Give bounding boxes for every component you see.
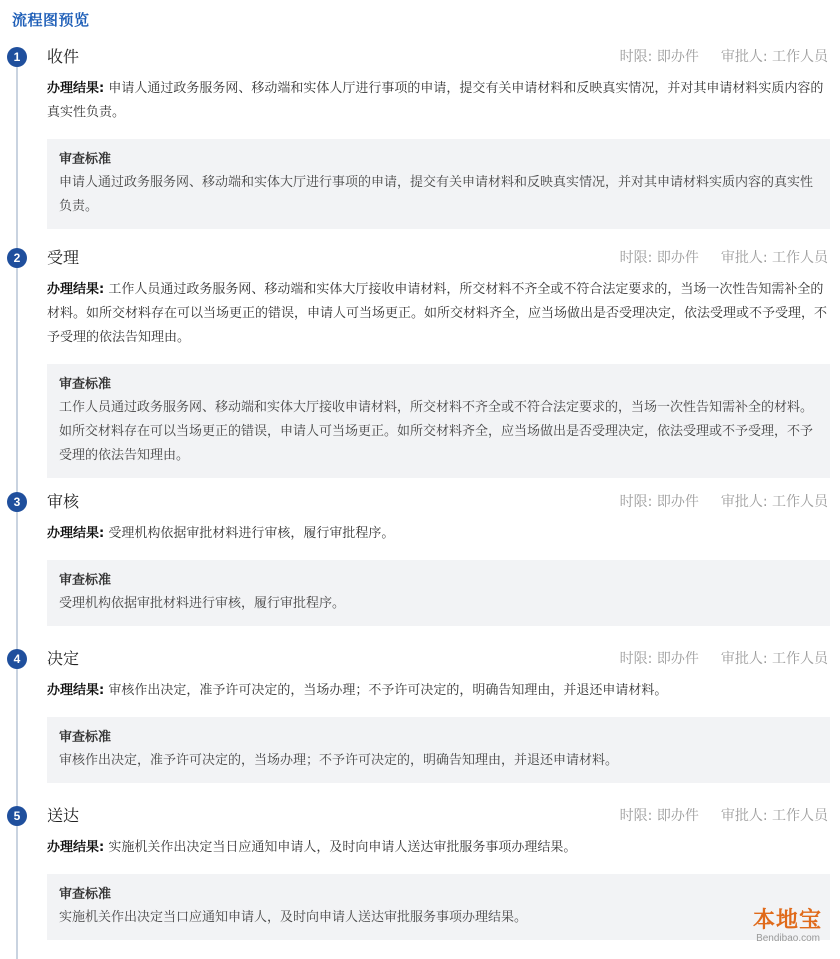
standard-text: 工作人员通过政务服务网、移动端和实体大厅接收申请材料，所交材料不齐全或不符合法定要求的，当场一次性告知需补全的材料。如所交材料存在可以当场更正的错误，申请人可当场更正。如所交材料齐全，应当场做出是否受理决定，依法受理或不予受理，不予受理的依法告知理由。: [59, 400, 814, 463]
watermark-url: Bendibao.com: [756, 933, 820, 944]
step-title: 审核: [47, 492, 80, 511]
standard-title: 审查标准: [59, 730, 112, 745]
step-meta: [620, 45, 828, 69]
step-decision: [0, 647, 840, 783]
standard-text: 实施机关作出决定当口应通知申请人，及时向申请人送达审批服务事项办理结果。: [59, 910, 528, 925]
step-meta: [620, 804, 828, 828]
step-number-badge: 4: [7, 649, 27, 669]
step-number-badge: 5: [7, 806, 27, 826]
step-accept: [0, 246, 840, 478]
result-label: 办理结果:: [47, 683, 105, 698]
result-text: 受理机构依据审批材料进行审核，履行审批程序。: [108, 526, 395, 541]
step-receive: [0, 45, 840, 229]
step-header: [0, 647, 840, 671]
approver: 审批人: 工作人员: [720, 808, 828, 824]
result-label: 办理结果:: [47, 840, 105, 855]
step-result: [47, 836, 828, 860]
result-text: 审核作出决定，准予许可决定的，当场办理；不予许可决定的，明确告知理由，并退还申请材料。: [108, 683, 668, 698]
step-header: [0, 246, 840, 270]
step-review: [0, 490, 840, 626]
step-title: 送达: [47, 806, 80, 825]
result-text: 申请人通过政务服务网、移动端和实体人厅进行事项的申请，提交有关申请材料和反映真实情况，并对其申请材料实质内容的真实性负责。: [47, 81, 824, 120]
step-number-badge: 3: [7, 492, 27, 512]
step-header: [0, 804, 840, 828]
step-title: 收件: [47, 47, 80, 66]
approver: 审批人: 工作人员: [720, 494, 828, 510]
review-standard-box: [47, 874, 830, 940]
step-title: 受理: [47, 248, 80, 267]
time-limit: 时限: 即办件: [619, 494, 699, 510]
result-text: 实施机关作出决定当日应通知申请人，及时向申请人送达审批服务事项办理结果。: [108, 840, 577, 855]
standard-text: 审核作出决定，准予许可决定的，当场办理；不予许可决定的，明确告知理由，并退还申请材料。: [59, 753, 619, 768]
result-label: 办理结果:: [47, 81, 105, 96]
approver: 审批人: 工作人员: [720, 250, 828, 266]
approver: 审批人: 工作人员: [720, 651, 828, 667]
result-label: 办理结果:: [47, 282, 105, 297]
step-meta: [620, 647, 828, 671]
page-title: 流程图预览: [12, 11, 90, 29]
step-title: 决定: [47, 649, 80, 668]
result-label: 办理结果:: [47, 526, 105, 541]
step-result: [47, 679, 828, 703]
standard-title: 审查标准: [59, 887, 112, 902]
result-text: 工作人员通过政务服务网、移动端和实体大厅接收申请材料，所交材料不齐全或不符合法定要求的，当场一次性告知需补全的材料。如所交材料存在可以当场更正的错误，申请人可当场更正。如所交材料齐全，应当场做出是否受理决定，依法受理或不予受理，不予受理的依法告知理由。: [47, 282, 828, 345]
time-limit: 时限: 即办件: [619, 49, 699, 65]
standard-title: 审查标准: [59, 152, 112, 167]
step-meta: [620, 490, 828, 514]
step-header: [0, 490, 840, 514]
time-limit: 时限: 即办件: [619, 651, 699, 667]
review-standard-box: [47, 139, 830, 229]
step-result: [47, 278, 828, 350]
review-standard-box: [47, 717, 830, 783]
step-deliver: [0, 804, 840, 940]
step-header: [0, 45, 840, 69]
step-number-badge: 2: [7, 248, 27, 268]
standard-text: 申请人通过政务服务网、移动端和实体大厅进行事项的申请，提交有关申请材料和反映真实情况，并对其申请材料实质内容的真实性负责。: [59, 175, 814, 214]
review-standard-box: [47, 364, 830, 478]
review-standard-box: [47, 560, 830, 626]
step-result: [47, 522, 828, 546]
watermark-text: 本地宝: [752, 908, 822, 933]
time-limit: 时限: 即办件: [619, 808, 699, 824]
watermark-logo: [734, 901, 830, 953]
step-result: [47, 77, 828, 125]
standard-title: 审查标准: [59, 377, 112, 392]
step-number-badge: 1: [7, 47, 27, 67]
time-limit: 时限: 即办件: [619, 250, 699, 266]
approver: 审批人: 工作人员: [720, 49, 828, 65]
standard-text: 受理机构依据审批材料进行审核，履行审批程序。: [59, 596, 346, 611]
step-meta: [620, 246, 828, 270]
standard-title: 审查标准: [59, 573, 112, 588]
